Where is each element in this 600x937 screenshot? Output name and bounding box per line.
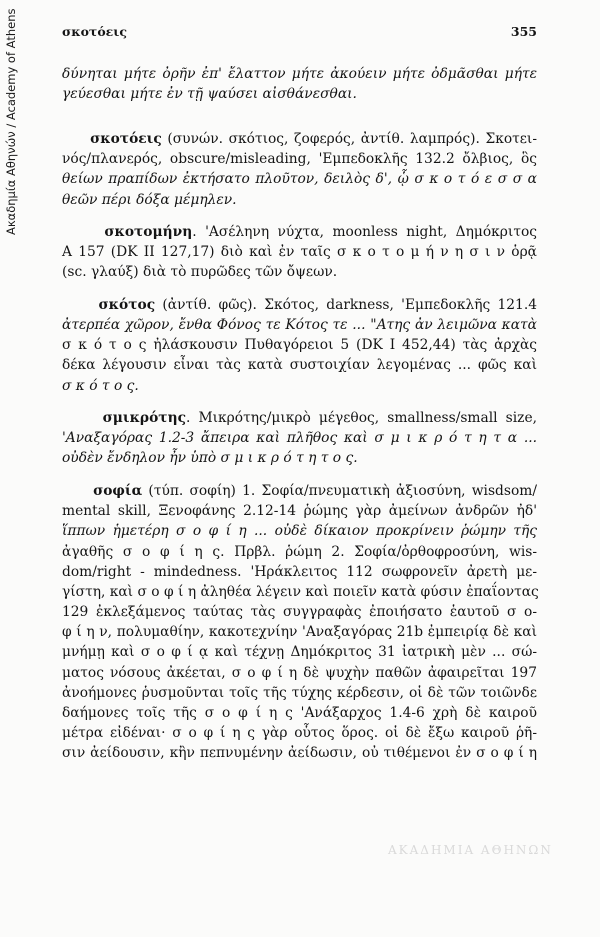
dictionary-entry [62, 481, 537, 764]
entry-line: δέκα λέγουσιν εἶναι τὰς κατὰ συστοιχίαν λεγομένας ... φῶς καὶ [62, 357, 537, 374]
entry-gap [62, 210, 537, 222]
entry-text: (ἀντίθ. φῶς). Σκότος, darkness, 'Εμπεδοκλῆς 121.4 [155, 296, 537, 313]
entry-headword: σοφία [93, 482, 143, 499]
entry-gap [62, 117, 537, 129]
entry-line: ματος νόσους ἀκέεται, σ ο φ ί η δὲ ψυχὴν παθῶν ἀφαιρεῖται 197 [62, 664, 537, 681]
entry-first-line [62, 129, 537, 149]
entry-line: σ κ ό τ ο ς. [62, 377, 139, 394]
dictionary-entry [62, 222, 537, 283]
page-header [62, 24, 537, 44]
entry-line: μέτρα εἰδέναι· σ ο φ ί η ς γὰρ οὗτος ὅρος. οἱ δὲ ἔξω καιροῦ ῥῆ- [62, 725, 537, 742]
entry-line: σιν ἀείδουσιν, κἢν πεπνυμένην ἀείδωσιν, οὐ τιθέμενοι ἐν σ ο φ ί η [62, 745, 537, 762]
entry-headword: σκότος [98, 296, 156, 313]
entry-line: dom/right - mindedness. 'Ηράκλειτος 112 σωφρονεῖν ἀρετὴ με- [62, 563, 537, 580]
entry-first-line [62, 222, 537, 242]
entry-gap [62, 469, 537, 481]
entry-line: νός/πλανερός, obscure/misleading, 'Εμπεδοκλῆς 132.2 ὄλβιος, ὃς [62, 151, 537, 168]
entry-first-line [62, 295, 537, 315]
entry-line: mental skill, Ξενοφάνης 2.12-14 ῥώμης γὰρ ἀμείνων ἀνδρῶν ἠδ' [62, 503, 537, 520]
entry-line: ἀνοήμονες ῥυσμοῦνται τοῖς τῆς τύχης κέρδεσιν, οἱ δὲ τῶν τοιῶνδε [62, 684, 537, 701]
entry-text: . Μικρότης/μικρὸ μέγεθος, smallness/small size, [186, 410, 537, 427]
entry-headword: σμικρότης [102, 410, 187, 427]
entry-line: Α 157 (DK II 127,17) διὸ καὶ ἐν ταῖς σ κ ο τ ο μ ή ν η σ ι ν ὁρᾷ [62, 244, 537, 261]
entry-line: δαήμονες τοῖς τῆς σ ο φ ί η ς 'Ανάξαρχος 1.4-6 χρὴ δὲ καιροῦ [62, 705, 537, 722]
entry-first-line [62, 408, 537, 428]
page-number: 355 [510, 24, 537, 39]
dictionary-entry [62, 295, 537, 396]
entry-headword: σκοτόεις [90, 130, 162, 147]
entry-text: (τύπ. σοφίη) 1. Σοφία/πνευματικὴ ἀξιοσύνη, wisdsom/ [142, 482, 537, 499]
entry-line: ἵππων ἡμετέρη σ ο φ ί η ... οὐδὲ δίκαιον προκρίνειν ῥώμην τῆς [62, 523, 537, 540]
running-head: σκοτόεις [62, 24, 127, 39]
bottom-watermark: ΑΚΑΔΗΜΙΑ ΑΘΗΝΩΝ [388, 843, 553, 857]
entry-line: (sc. γλαύξ) διὰ τὸ πυρῶδες τῶν ὄψεων. [62, 264, 338, 281]
entry-text: . 'Ασέληνη νύχτα, moonless night, Δημόκριτος [192, 224, 537, 241]
dictionary-entry [62, 129, 537, 210]
continuation-line: γεύεσθαι μήτε ἐν τῇ ψαύσει αἰσθάνεσθαι. [62, 86, 357, 103]
entry-gap [62, 104, 537, 116]
continuation-line: δύνηται μήτε ὀρῆν ἐπ' ἔλαττον μήτε ἀκούειν μήτε ὀδμᾶσθαι μήτε [62, 66, 537, 82]
entry-gap [62, 283, 537, 295]
entry-line: μνήμῃ καὶ σ ο φ ί ᾳ καὶ τέχνῃ Δημόκριτος 31 ἰατρικὴ μὲν ... σώ- [62, 644, 537, 661]
entry-line: σ κ ό τ ο ς ἠλάσκουσιν Πυθαγόρειοι 5 (DK I 452,44) τὰς ἀρχὰς [62, 337, 537, 354]
side-watermark: Ακαδημία Αθηνών / Academy of Athens [4, 8, 18, 235]
entry-line: θείων πραπίδων ἐκτήσατο πλοῦτον, δειλὸς δ', ᾧ σ κ ο τ ό ε σ σ α [62, 171, 537, 188]
dictionary-page-body [62, 64, 537, 764]
entry-headword: σκοτομήνη [104, 224, 193, 241]
entry-gap [62, 396, 537, 408]
entry-line: 'Αναξαγόρας 1.2-3 ἄπειρα καὶ πλῆθος καὶ σ μ ι κ ρ ό τ η τ α ... [62, 430, 537, 447]
entry-line: 129 ἐκλεξάμενος ταύτας τὰς συγγραφὰς ἐποιήσατο ἑαυτοῦ σ ο- [62, 604, 537, 621]
entry-first-line [62, 481, 537, 501]
entry-line: θεῶν πέρι δόξα μέμηλεν. [62, 191, 237, 208]
entry-line: ἀτερπέα χῶρον, ἔνθα Φόνος τε Κότος τε ... "Ατης ἀν λειμῶνα κατὰ [62, 317, 537, 334]
entry-line: ἀγαθῆς σ ο φ ί η ς. Πρβλ. ῥώμη 2. Σοφία/ὀρθοφροσύνη, wis- [62, 543, 537, 560]
entry-text: (συνών. σκότιος, ζοφερός, ἀντίθ. λαμπρός). Σκοτει- [161, 130, 537, 147]
dictionary-entry [62, 408, 537, 469]
entry-line: οὐδὲν ἔνδηλον ἦν ὑπὸ σ μ ι κ ρ ό τ η τ ο ς. [62, 450, 358, 467]
entry-line: γίστη, καὶ σ ο φ ί η ἀληθέα λέγειν καὶ ποιεῖν κατὰ φύσιν ἐπαΐοντας [62, 583, 539, 600]
entry-line: φ ί η ν, πολυμαθίην, κακοτεχνίην 'Αναξαγόρας 21b ἐμπειρίᾳ δὲ καὶ [62, 624, 537, 641]
